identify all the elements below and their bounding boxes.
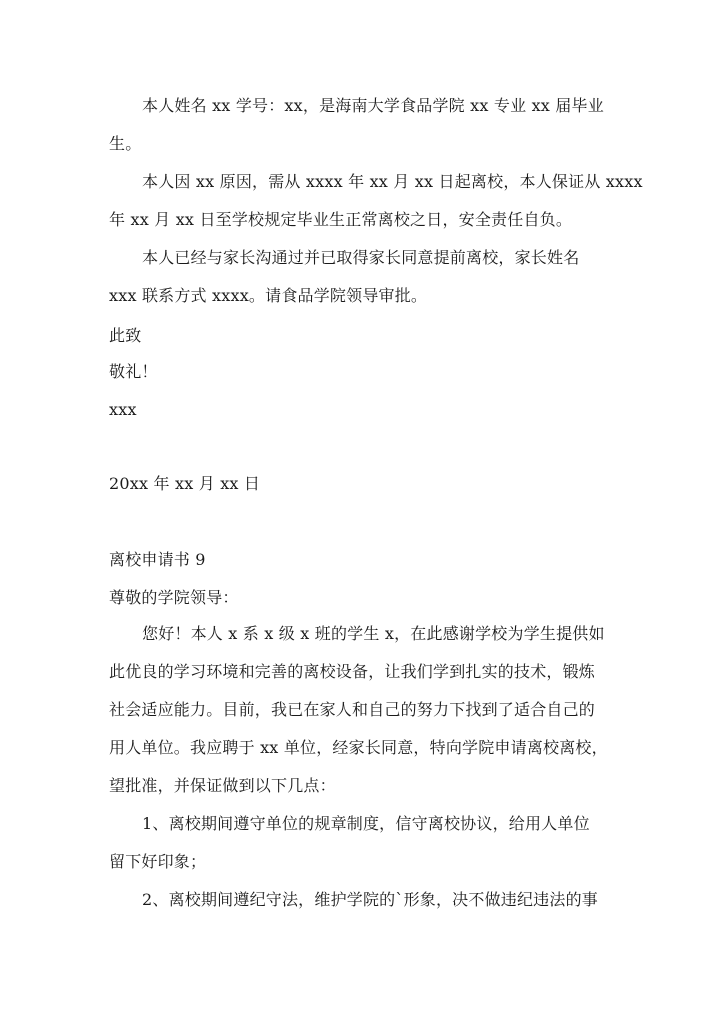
list-item-line: 2、离校期间遵纪守法，维护学院的`形象，决不做违纪违法的事 xyxy=(142,890,598,909)
paragraph-line: 望批准，并保证做到以下几点： xyxy=(109,776,336,795)
section-title: 离校申请书 9 xyxy=(109,550,206,569)
paragraph-line: 本人因 xx 原因，需从 xxxx 年 xx 月 xx 日起离校，本人保证从 xxxx xyxy=(142,172,643,191)
paragraph-line: 本人姓名 xx 学号：xx，是海南大学食品学院 xx 专业 xx 届毕业 xyxy=(142,96,604,115)
salutation: 尊敬的学院领导： xyxy=(109,588,239,607)
signature: xxx xyxy=(109,400,137,419)
paragraph-line: 此优良的学习环境和完善的离校设备，让我们学到扎实的技术，锻炼 xyxy=(109,662,596,681)
paragraph-line: 用人单位。我应聘于 xx 单位，经家长同意，特向学院申请离校离校， xyxy=(109,738,608,757)
paragraph-line: 社会适应能力。目前，我已在家人和自己的努力下找到了适合自己的 xyxy=(109,700,596,719)
closing-line: 敬礼！ xyxy=(109,362,158,381)
list-item-line: 留下好印象； xyxy=(109,852,207,871)
closing-line: 此致 xyxy=(109,326,142,345)
paragraph-line: 生。 xyxy=(109,134,142,153)
date-line: 20xx 年 xx 月 xx 日 xyxy=(109,474,261,493)
paragraph-line: xxx 联系方式 xxxx。请食品学院领导审批。 xyxy=(109,286,428,305)
paragraph-line: 本人已经与家长沟通过并已取得家长同意提前离校，家长姓名 xyxy=(142,248,580,267)
paragraph-line: 您好！本人 x 系 x 级 x 班的学生 x，在此感谢学校为学生提供如 xyxy=(142,624,605,643)
list-item-line: 1、离校期间遵守单位的规章制度，信守离校协议，给用人单位 xyxy=(142,814,590,833)
paragraph-line: 年 xx 月 xx 日至学校规定毕业生正常离校之日，安全责任自负。 xyxy=(109,210,573,229)
